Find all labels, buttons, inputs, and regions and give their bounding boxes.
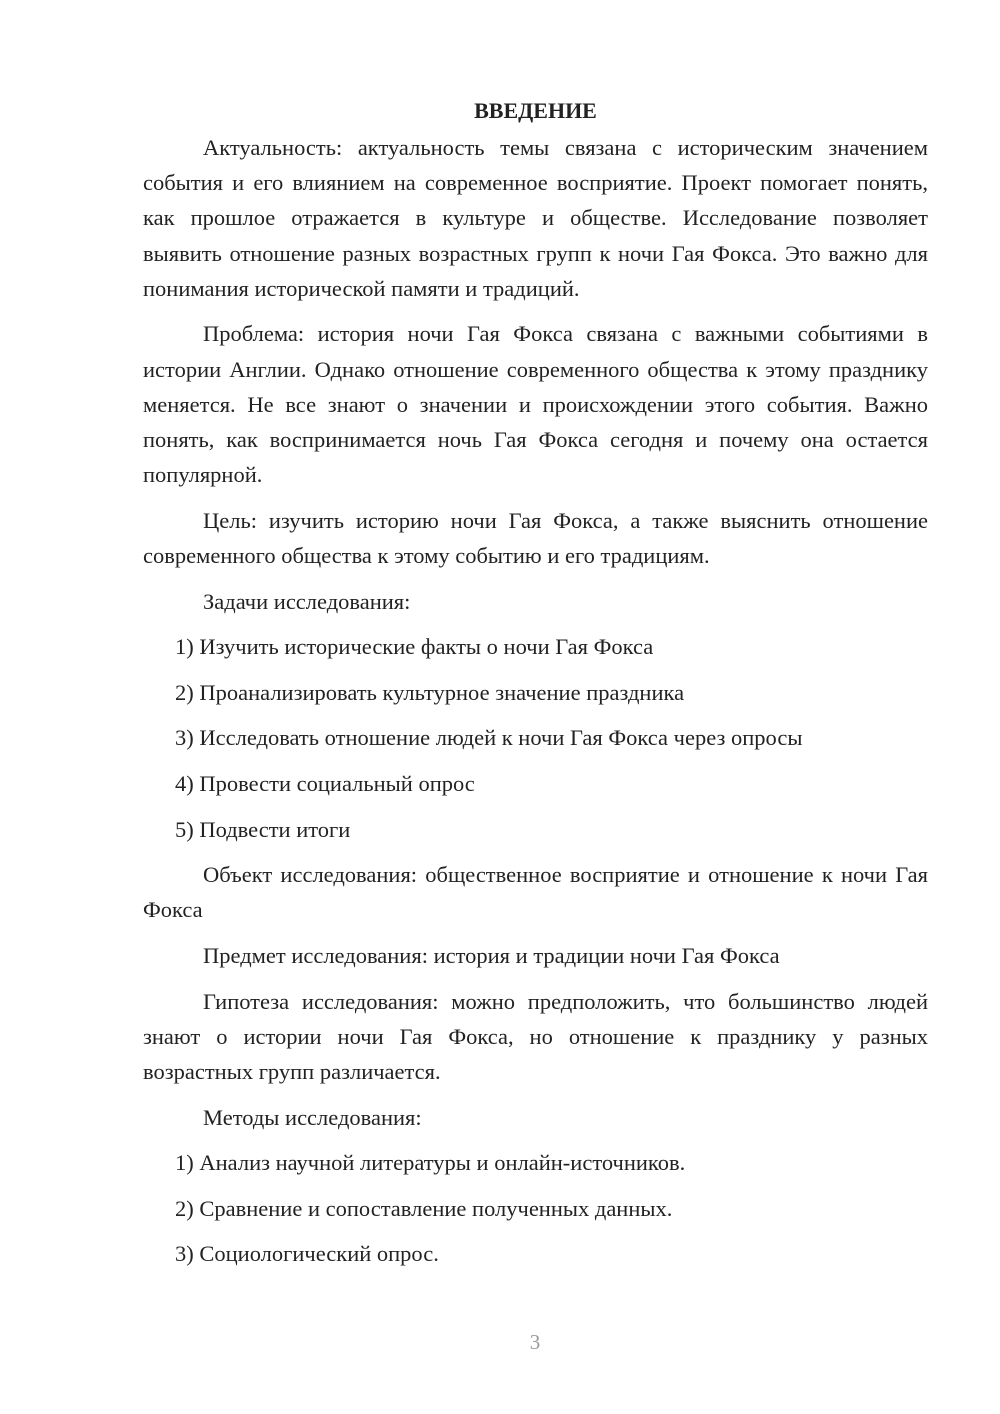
object-paragraph: Объект исследования: общественное восприятие и отношение к ночи Гая Фокса bbox=[143, 862, 928, 923]
method-item-2: 2) Сравнение и сопоставление полученных данных. bbox=[175, 1195, 673, 1221]
task-item-5: 5) Подвести итоги bbox=[175, 816, 351, 842]
goal-paragraph: Цель: изучить историю ночи Гая Фокса, а также выяснить отношение современного общества к этому событию и его традициям. bbox=[143, 507, 928, 569]
problem-paragraph: Проблема: история ночи Гая Фокса связана с важными событиями в истории Англии. Однако отношение современного общества к этому празднику меняется. Не все знают о значении и происхождении этого события. Важно понять, как воспринимается ночь Гая Фокса сегодня и почему она остается популярной. bbox=[143, 321, 928, 488]
page-title: ВВЕДЕНИЕ bbox=[474, 98, 597, 123]
methods-heading: Методы исследования: bbox=[203, 1104, 422, 1130]
relevance-paragraph: Актуальность: актуальность темы связана с историческим значением события и его влиянием на современное восприятие. Проект помогает понять, как прошлое отражается в культуре и обществе. Исследование позволяет выявить отношение разных возрастных групп к ночи Гая Фокса. Это важно для понимания исторической памяти и традиций. bbox=[143, 135, 928, 301]
task-item-4: 4) Провести социальный опрос bbox=[175, 770, 475, 796]
task-item-3: 3) Исследовать отношение людей к ночи Гая Фокса через опросы bbox=[175, 725, 803, 751]
hypothesis-paragraph: Гипотеза исследования: можно предположить, что большинство людей знают о истории ночи Гая Фокса, но отношение к празднику у разных возрастных групп различается. bbox=[143, 988, 928, 1084]
task-item-1: 1) Изучить исторические факты о ночи Гая Фокса bbox=[175, 634, 654, 660]
method-item-1: 1) Анализ научной литературы и онлайн-источников. bbox=[175, 1150, 686, 1176]
subject-paragraph: Предмет исследования: история и традиции ночи Гая Фокса bbox=[203, 942, 780, 968]
method-item-3: 3) Социологический опрос. bbox=[175, 1241, 439, 1267]
tasks-heading: Задачи исследования: bbox=[203, 588, 411, 614]
page-number: 3 bbox=[529, 1330, 541, 1354]
task-item-2: 2) Проанализировать культурное значение праздника bbox=[175, 679, 685, 705]
page-content bbox=[143, 96, 928, 1282]
